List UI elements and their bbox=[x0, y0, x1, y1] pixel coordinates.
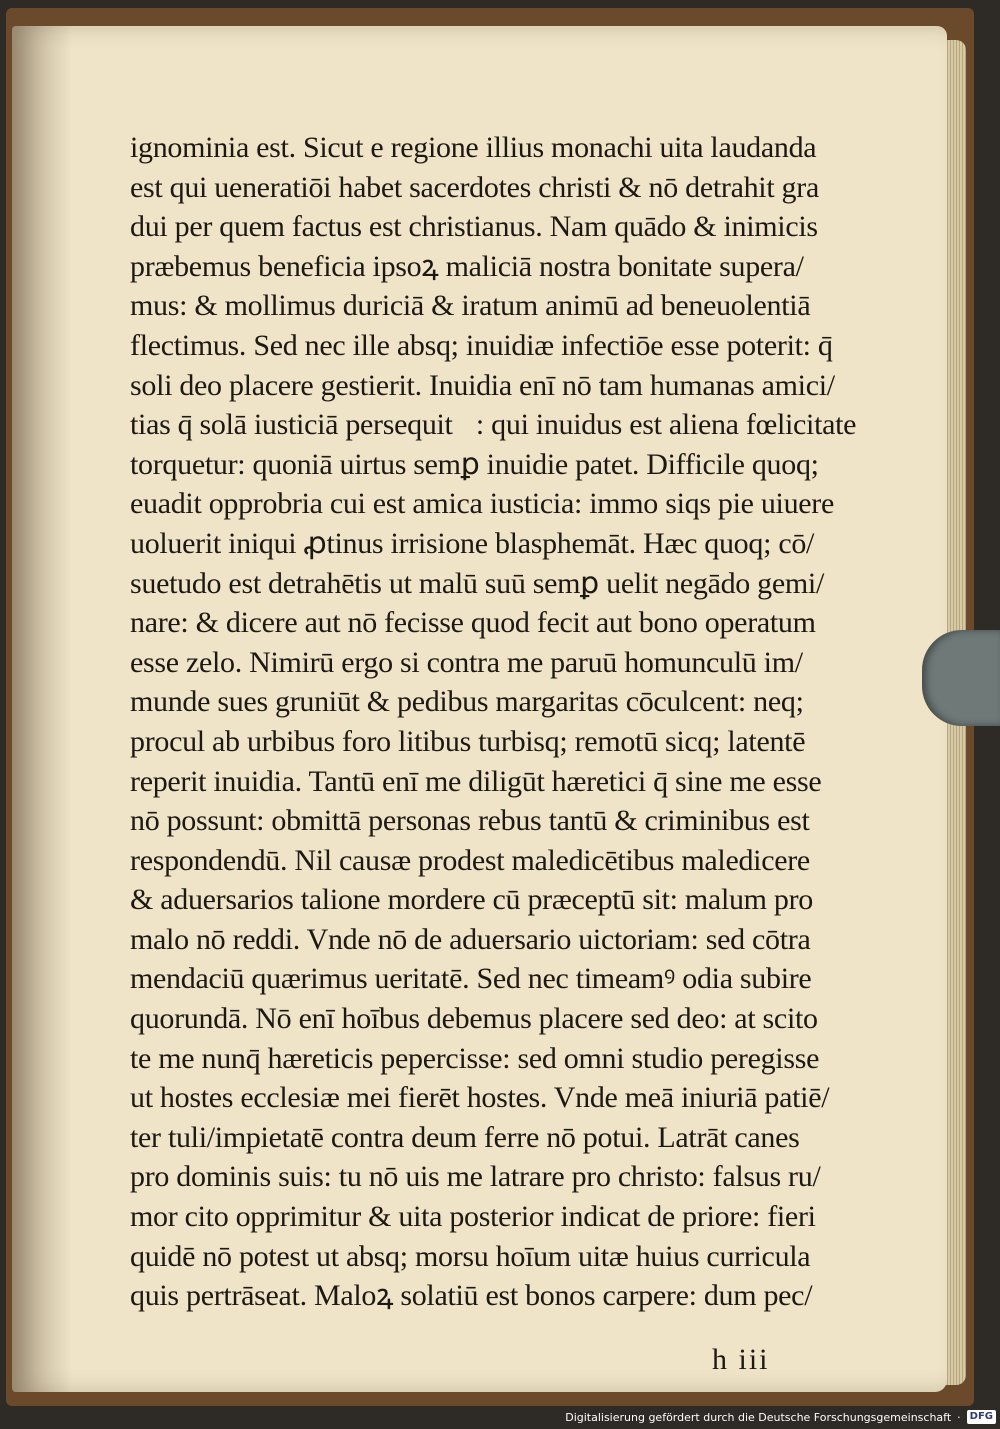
signature-mark: h iii bbox=[712, 1343, 770, 1376]
text-line: mor cito opprimitur & uita posterior indicat de priore: fieri bbox=[130, 1200, 816, 1234]
text-line: & aduersarios talione mordere cū præceptū sit: malum pro bbox=[130, 883, 814, 917]
text-line: ignominia est. Sicut e regione illius monachi uita laudanda bbox=[130, 131, 817, 164]
text-line: est qui ueneratiōi habet sacerdotes christi & nō detrahit gra bbox=[130, 170, 819, 204]
text-line: quis pertrāseat. Maloꝝ solatiū est bonos carpere: dum pec/ bbox=[130, 1279, 813, 1313]
text-line: munde sues gruniūt & pedibus margaritas cōculcent: neq; bbox=[130, 685, 804, 719]
gutter-shadow bbox=[12, 26, 72, 1392]
text-line: dui per quem factus est christianus. Nam quādo & inimicis bbox=[130, 210, 818, 244]
text-line: respondendū. Nil causæ prodest maledicētibus maledicere bbox=[130, 843, 810, 877]
text-line: torquetur: quoniā uirtus semꝑ inuidie patet. Difficile quoq; bbox=[130, 447, 819, 481]
text-line: ter tuli/impietatē contra deum ferre nō potui. Latrāt canes bbox=[130, 1120, 800, 1154]
text-line: suetudo est detrahētis ut malū suū semꝑ uelit negādo gemi/ bbox=[130, 566, 825, 600]
text-line: te me nunq̄ hæreticis pepercisse: sed omni studio peregisse bbox=[130, 1041, 820, 1075]
text-line: malo nō reddi. Vnde nō de aduersario uictoriam: sed cōtra bbox=[130, 922, 811, 956]
text-line: procul ab urbibus foro litibus turbisq; remotū sicq; latentē bbox=[130, 724, 806, 758]
text-block bbox=[130, 128, 890, 1316]
text-line: nō possunt: obmittā personas rebus tantū & criminibus est bbox=[130, 804, 810, 838]
text-line: tias q̄ solā iusticiā persequit᷑: qui inuidus est aliena fœlicitate bbox=[130, 408, 857, 442]
page-clip bbox=[922, 630, 1000, 726]
dfg-logo-icon: DFG bbox=[967, 1410, 996, 1424]
footer-bar bbox=[565, 1408, 996, 1426]
text-line: quorundā. Nō enī hoībus debemus placere sed deo: at scito bbox=[130, 1002, 818, 1036]
text-line: flectimus. Sed nec ille absq; inuidiæ infectiōe esse poterit: q̄ bbox=[130, 328, 833, 362]
text-line: mus: & mollimus duriciā & iratum animū ad beneuolentiā bbox=[130, 289, 811, 323]
text-line: reperit inuidia. Tantū enī me diligūt hæretici q̄ sine me esse bbox=[130, 764, 822, 798]
text-line: quidē nō potest ut absq; morsu hoīum uitæ huius curricula bbox=[130, 1239, 811, 1273]
text-line: ut hostes ecclesiæ mei fierēt hostes. Vnde meā iniuriā patiē/ bbox=[130, 1081, 830, 1115]
text-line: euadit opprobria cui est amica iusticia: immo siqs pie uiuere bbox=[130, 487, 835, 521]
footer-separator: · bbox=[957, 1410, 961, 1424]
text-line: præbemus beneficia ipsoꝝ maliciā nostra bonitate supera/ bbox=[130, 249, 804, 283]
text-line: esse zelo. Nimirū ergo si contra me paruū homunculū im/ bbox=[130, 645, 803, 679]
text-line: soli deo placere gestierit. Inuidia enī nō tam humanas amici/ bbox=[130, 368, 835, 402]
text-line: uoluerit iniqui ꝓtinus irrisione blasphemāt. Hæc quoq; cō/ bbox=[130, 526, 815, 560]
text-line: pro dominis suis: tu nō uis me latrare pro christo: falsus ru/ bbox=[130, 1160, 821, 1194]
text-line: mendaciū quærimus ueritatē. Sed nec timeamꝰ odia subire bbox=[130, 962, 812, 996]
footer-text: Digitalisierung gefördert durch die Deutsche Forschungsgemeinschaft bbox=[565, 1410, 952, 1424]
text-line: nare: & dicere aut nō fecisse quod fecit aut bono operatum bbox=[130, 606, 816, 640]
